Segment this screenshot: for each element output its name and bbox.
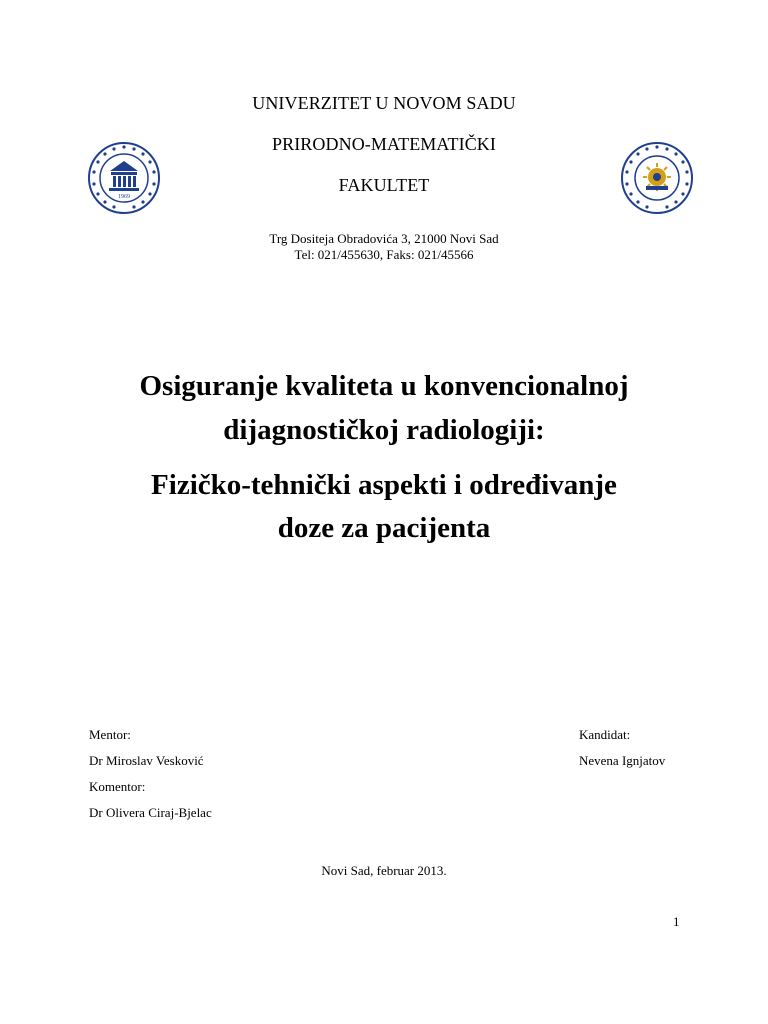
mentor-name: Dr Miroslav Vesković	[89, 753, 204, 768]
thesis-subtitle-line2: doze za pacijenta	[277, 512, 491, 544]
page-number: 1	[673, 914, 680, 929]
faculty-address: Trg Dositeja Obradovića 3, 21000 Novi Sad	[269, 231, 499, 246]
faculty-phone-fax: Tel: 021/455630, Faks: 021/45566	[294, 247, 474, 262]
university-seal-icon	[620, 141, 694, 215]
university-name: UNIVERZITET U NOVOM SADU	[252, 93, 516, 113]
place-date: Novi Sad, februar 2013.	[321, 863, 447, 878]
thesis-title-line2: dijagnostičkoj radiologiji:	[223, 414, 545, 446]
kandidat-name: Nevena Ignjatov	[579, 753, 666, 768]
thesis-subtitle-line1: Fizičko-tehnički aspekti i određivanje	[151, 469, 617, 501]
seal-year: 1969	[118, 194, 130, 200]
faculty-name-line1: PRIRODNO-MATEMATIČKI	[271, 134, 496, 154]
faculty-seal-icon	[87, 141, 161, 215]
thesis-title-line1: Osiguranje kvaliteta u konvencionalnoj	[139, 370, 629, 402]
faculty-name-line2: FAKULTET	[338, 175, 430, 195]
kandidat-label: Kandidat:	[579, 727, 631, 742]
mentor-label: Mentor:	[89, 727, 131, 742]
komentor-label: Komentor:	[89, 779, 146, 794]
komentor-name: Dr Olivera Ciraj-Bjelac	[89, 805, 212, 820]
